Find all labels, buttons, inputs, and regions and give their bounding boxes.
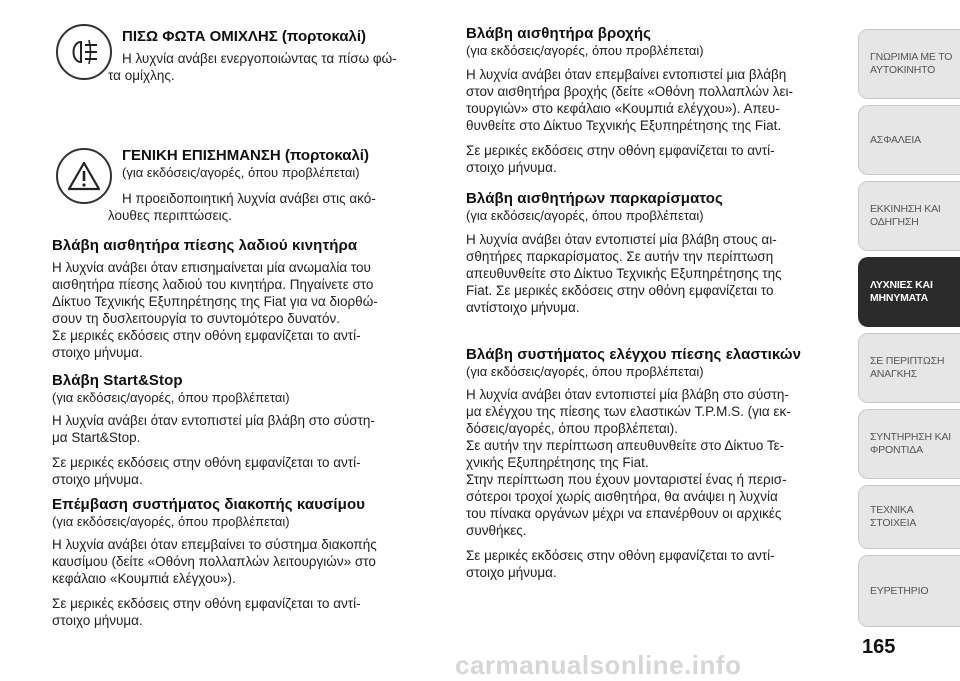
text-line: του πίνακα οργάνων μέχρι να επανέρθουν οι αρχικές <box>466 506 782 521</box>
text-line: δόσεις/αγορές, όπου προβλέπεται). <box>466 421 679 436</box>
tab-index[interactable] <box>858 555 960 627</box>
rain-sensor-subtitle: (για εκδόσεις/αγορές, όπου προβλέπεται) <box>466 43 704 58</box>
text-line: στοιχο μήνυμα. <box>52 345 143 360</box>
tab-emergency[interactable] <box>858 333 960 403</box>
text-line: στοιχο μήνυμα. <box>52 472 143 487</box>
tab-label: ΟΔΗΓΗΣΗ <box>870 216 919 228</box>
oil-sensor-title: Βλάβη αισθητήρα πίεσης λαδιού κινητήρα <box>52 237 358 254</box>
text-line: Η λυχνία ανάβει όταν επεμβαίνει το σύστημα διακοπής <box>52 537 377 552</box>
text-line: αντίστοιχο μήνυμα. <box>466 300 580 315</box>
warning-text-line-1: Η προειδοποιητική λυχνία ανάβει στις ακό- <box>122 191 376 206</box>
watermark: carmanualsonline.info <box>455 650 742 680</box>
tab-label: ΕΚΚΙΝΗΣΗ ΚΑΙ <box>870 203 941 215</box>
rain-sensor-body <box>466 66 851 176</box>
tab-label: ΣΥΝΤΗΡΗΣΗ ΚΑΙ <box>870 431 951 443</box>
text-line: Σε μερικές εκδόσεις στην οθόνη εμφανίζεται το αντί- <box>52 455 361 470</box>
tab-label: ΑΝΑΓΚΗΣ <box>870 368 918 380</box>
fog-text-line-2: τα ομίχλης. <box>108 68 175 83</box>
text-line: χνικής Εξυπηρέτησης της Fiat. <box>466 455 649 470</box>
text-line: απευθυνθείτε στο Δίκτυο Τεχνικής Εξυπηρέτησης της <box>466 266 782 281</box>
tab-maintenance[interactable] <box>858 409 960 479</box>
parking-sensors-title: Βλάβη αισθητήρων παρκαρίσματος <box>466 190 723 207</box>
tab-technical-data[interactable] <box>858 485 960 549</box>
tab-label: ΣΕ ΠΕΡΙΠΤΩΣΗ <box>870 355 945 367</box>
text-line: Η λυχνία ανάβει όταν επεμβαίνει εντοπιστεί μια βλάβη <box>466 67 787 82</box>
fuel-cutoff-body <box>52 536 439 629</box>
text-line: στον αισθητήρα βροχής (δείτε «Οθόνη πολλαπλών λει- <box>466 84 793 99</box>
start-stop-title: Βλάβη Start&Stop <box>52 372 183 389</box>
text-line: Σε μερικές εκδόσεις στην οθόνη εμφανίζεται το αντί- <box>52 328 361 343</box>
warning-triangle-icon <box>56 148 112 204</box>
tab-label: ΑΥΤΟΚΙΝΗΤΟ <box>870 64 936 76</box>
text-line: Η λυχνία ανάβει όταν εντοπιστεί μία βλάβη στο σύστη- <box>52 413 375 428</box>
text-line: στοιχο μήνυμα. <box>52 613 143 628</box>
warning-title: ΓΕΝΙΚΗ ΕΠΙΣΗΜΑΝΣΗ (πορτοκαλί) <box>122 147 369 164</box>
text-line: στοιχο μήνυμα. <box>466 565 557 580</box>
text-line: θυνθείτε στο Δίκτυο Τεχνικής Εξυπηρέτησης της Fiat. <box>466 118 782 133</box>
tpms-body <box>466 386 851 581</box>
tab-label: ΤΕΧΝΙΚΑ ΣΤΟΙΧΕΙΑ <box>870 504 917 529</box>
text-line: μα ελέγχου της πίεσης των ελαστικών T.P.M.S. (για εκ- <box>466 404 791 419</box>
text-line: αισθητήρα πίεσης λαδιού του κινητήρα. Πηγαίνετε στο <box>52 277 374 292</box>
tab-safety[interactable] <box>858 105 960 175</box>
text-line: Στην περίπτωση που έχουν μονταριστεί ένας ή περισ- <box>466 472 787 487</box>
warning-text-line-2: λουθες περιπτώσεις. <box>108 208 232 223</box>
text-line: Fiat. Σε μερικές εκδόσεις στην οθόνη εμφανίζεται το <box>466 283 774 298</box>
page-number: 165 <box>862 636 896 658</box>
tab-label: ΦΡΟΝΤΙΔΑ <box>870 444 923 456</box>
fuel-cutoff-subtitle: (για εκδόσεις/αγορές, όπου προβλέπεται) <box>52 514 290 529</box>
tab-warning-lights-messages[interactable] <box>858 257 960 327</box>
fog-title: ΠΙΣΩ ΦΩΤΑ ΟΜΙΧΛΗΣ (πορτοκαλί) <box>122 28 367 45</box>
text-line: Δίκτυο Τεχνικής Εξυπηρέτησης της Fiat για να διορθώ- <box>52 294 378 309</box>
text-line: μα Start&Stop. <box>52 430 141 445</box>
parking-sensors-subtitle: (για εκδόσεις/αγορές, όπου προβλέπεται) <box>466 208 704 223</box>
rain-sensor-title: Βλάβη αισθητήρα βροχής <box>466 25 651 42</box>
text-line: Σε μερικές εκδόσεις στην οθόνη εμφανίζεται το αντί- <box>466 548 775 563</box>
start-stop-subtitle: (για εκδόσεις/αγορές, όπου προβλέπεται) <box>52 390 290 405</box>
text-line: σουν τη δυσλειτουργία το συντομότερο δυνατόν. <box>52 311 341 326</box>
text-line: σότεροι τροχοί χωρίς αισθητήρα, θα ανάψει η λυχνία <box>466 489 778 504</box>
tab-label: ΓΝΩΡΙΜΙΑ ΜΕ ΤΟ <box>870 51 953 63</box>
tpms-subtitle: (για εκδόσεις/αγορές, όπου προβλέπεται) <box>466 364 704 379</box>
text-line: Σε μερικές εκδόσεις στην οθόνη εμφανίζεται το αντί- <box>466 143 775 158</box>
text-line: Η λυχνία ανάβει όταν εντοπιστεί μία βλάβη στο σύστη- <box>466 387 789 402</box>
text-line: Η λυχνία ανάβει όταν επισημαίνεται μία ανωμαλία του <box>52 260 371 275</box>
start-stop-body <box>52 412 439 488</box>
text-line: Σε αυτήν την περίπτωση απευθυνθείτε στο Δίκτυο Τε- <box>466 438 785 453</box>
oil-sensor-body <box>52 259 439 361</box>
text-line: Σε μερικές εκδόσεις στην οθόνη εμφανίζεται το αντί- <box>52 596 361 611</box>
fog-text-line-1: Η λυχνία ανάβει ενεργοποιώντας τα πίσω φώ- <box>122 51 397 66</box>
text-line: σθητήρες παρκαρίσματος. Σε αυτήν την περίπτωση <box>466 249 774 264</box>
text-line: κεφάλαιο «Κουμπιά ελέγχου»). <box>52 571 236 586</box>
tab-label: ΑΣΦΑΛΕΙΑ <box>870 133 921 146</box>
text-line: τουργιών» στο κεφάλαιο «Κουμπιά ελέγχου»). Απευ- <box>466 101 780 116</box>
fuel-cutoff-title: Επέμβαση συστήματος διακοπής καυσίμου <box>52 496 366 513</box>
warning-subtitle: (για εκδόσεις/αγορές, όπου προβλέπεται) <box>122 165 360 180</box>
text-line: Η λυχνία ανάβει όταν εντοπιστεί μία βλάβη στους αι- <box>466 232 777 247</box>
tab-label: ΛΥΧΝΙΕΣ ΚΑΙ <box>870 279 933 291</box>
tab-getting-to-know[interactable] <box>858 29 960 99</box>
parking-sensors-body <box>466 231 851 316</box>
tab-label: ΜΗΝΥΜΑΤΑ <box>870 292 928 304</box>
text-line: συνθήκες. <box>466 523 527 538</box>
tab-starting-driving[interactable] <box>858 181 960 251</box>
text-line: στοιχο μήνυμα. <box>466 160 557 175</box>
rear-fog-light-icon <box>56 24 112 80</box>
tab-label: ΕΥΡΕΤΗΡΙΟ <box>870 584 929 597</box>
text-line: καυσίμου (δείτε «Οθόνη πολλαπλών λειτουργιών» στο <box>52 554 376 569</box>
tpms-title: Βλάβη συστήματος ελέγχου πίεσης ελαστικών <box>466 346 802 363</box>
